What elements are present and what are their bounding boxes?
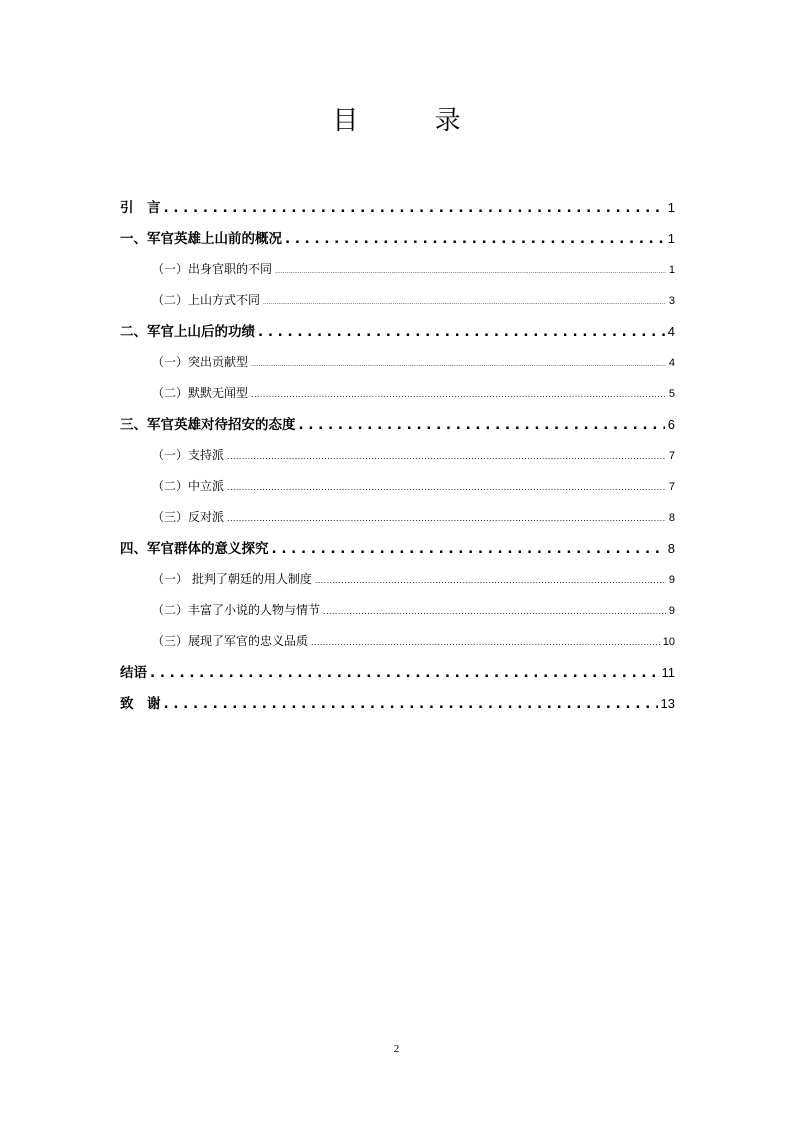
toc-dot-leader <box>164 689 658 719</box>
toc-entry-label: （二）丰富了小说的人物与情节 <box>152 603 321 617</box>
toc-dot-leader <box>275 254 666 285</box>
toc-dot-leader <box>164 193 665 223</box>
toc-entry-label: （一）出身官职的不同 <box>152 262 273 276</box>
toc-entry-label: （二）中立派 <box>152 479 225 493</box>
toc-entry-chapter-3[interactable] <box>120 409 675 440</box>
toc-entry-section-1-1[interactable] <box>120 254 675 285</box>
toc-entry-page: 13 <box>660 696 675 711</box>
toc-dot-leader <box>227 471 666 502</box>
toc-entry-page: 7 <box>668 481 675 493</box>
table-of-contents <box>120 192 675 719</box>
toc-entry-chapter-1[interactable] <box>120 223 675 254</box>
toc-entry-introduction[interactable] <box>120 192 675 223</box>
toc-entry-label: （一） 批判了朝廷的用人制度 <box>152 572 312 586</box>
toc-entry-page: 6 <box>667 417 675 432</box>
toc-dot-leader <box>150 658 659 688</box>
toc-title: 目 录 <box>332 106 495 136</box>
toc-dot-leader <box>227 502 666 533</box>
toc-entry-section-2-1[interactable] <box>120 347 675 378</box>
toc-entry-page: 8 <box>668 512 675 524</box>
toc-entry-section-4-1[interactable] <box>120 564 675 595</box>
toc-entry-label: 一、军官英雄上山前的概况 <box>120 231 282 247</box>
toc-entry-label: 致 谢 <box>120 696 161 712</box>
toc-dot-leader <box>251 347 666 378</box>
toc-entry-label: （一）突出贡献型 <box>152 355 249 369</box>
toc-entry-page: 1 <box>667 200 675 215</box>
toc-entry-page: 10 <box>662 636 675 648</box>
toc-entry-label: （二）默默无闻型 <box>152 386 249 400</box>
toc-dot-leader <box>227 440 666 471</box>
toc-entry-page: 9 <box>668 574 675 586</box>
toc-entry-label: 四、军官群体的意义探究 <box>120 541 269 557</box>
toc-entry-section-2-2[interactable] <box>120 378 675 409</box>
toc-entry-section-3-2[interactable] <box>120 471 675 502</box>
toc-entry-page: 11 <box>661 665 675 680</box>
toc-dot-leader <box>299 410 665 440</box>
toc-entry-acknowledgements[interactable] <box>120 688 675 719</box>
toc-entry-page: 7 <box>668 450 675 462</box>
toc-entry-section-1-2[interactable] <box>120 285 675 316</box>
toc-dot-leader <box>263 285 666 316</box>
toc-dot-leader <box>323 595 666 626</box>
toc-entry-page: 8 <box>667 541 675 556</box>
toc-entry-label: 二、军官上山后的功绩 <box>120 324 255 340</box>
toc-entry-label: （一）支持派 <box>152 448 225 462</box>
toc-entry-chapter-2[interactable] <box>120 316 675 347</box>
page-number: 2 <box>393 1043 400 1055</box>
toc-dot-leader <box>258 317 665 347</box>
toc-entry-page: 1 <box>668 264 675 276</box>
toc-dot-leader <box>285 224 665 254</box>
toc-entry-page: 1 <box>667 231 675 246</box>
toc-entry-page: 5 <box>668 388 675 400</box>
toc-entry-label: （三）反对派 <box>152 510 225 524</box>
toc-entry-section-3-1[interactable] <box>120 440 675 471</box>
toc-entry-page: 4 <box>667 324 675 339</box>
toc-entry-section-3-3[interactable] <box>120 502 675 533</box>
toc-dot-leader <box>315 564 666 595</box>
toc-entry-section-4-3[interactable] <box>120 626 675 657</box>
toc-dot-leader <box>311 626 660 657</box>
toc-dot-leader <box>251 378 666 409</box>
toc-entry-page: 9 <box>668 605 675 617</box>
toc-entry-label: 引 言 <box>120 200 161 216</box>
toc-dot-leader <box>272 534 665 564</box>
toc-entry-label: （三）展现了军官的忠义品质 <box>152 634 309 648</box>
toc-entry-label: 结语 <box>120 665 147 681</box>
toc-entry-section-4-2[interactable] <box>120 595 675 626</box>
toc-entry-chapter-4[interactable] <box>120 533 675 564</box>
toc-entry-label: （二）上山方式不同 <box>152 293 261 307</box>
toc-entry-conclusion[interactable] <box>120 657 675 688</box>
toc-entry-label: 三、军官英雄对待招安的态度 <box>120 417 296 433</box>
toc-entry-page: 3 <box>668 295 675 307</box>
toc-entry-page: 4 <box>668 357 675 369</box>
